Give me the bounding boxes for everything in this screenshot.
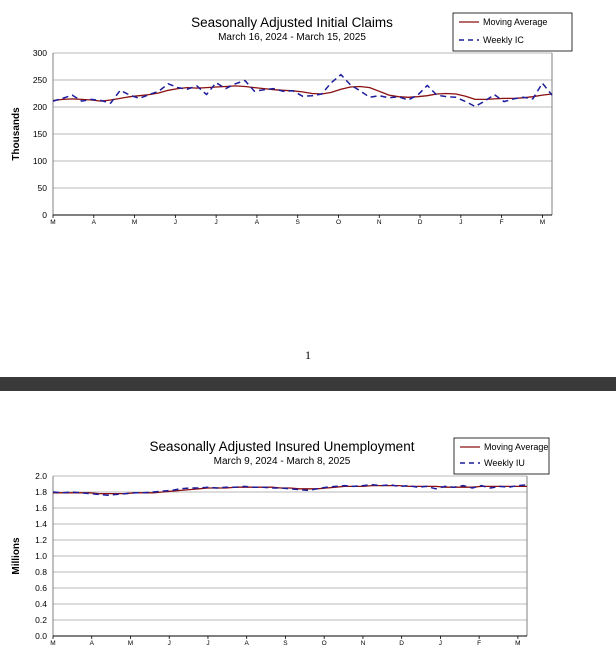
y-tick-label: 0.8 (35, 567, 47, 577)
x-tick-label: A (91, 219, 96, 226)
x-tick-label: D (399, 640, 405, 647)
chart-title: Seasonally Adjusted Initial Claims (191, 15, 393, 30)
x-tick-label: M (539, 219, 546, 226)
x-tick-label: M (50, 219, 56, 226)
x-tick-label: J (206, 640, 210, 647)
x-tick-label: A (254, 219, 260, 226)
y-tick-label: 0 (42, 210, 47, 220)
page-separator (0, 377, 616, 391)
x-tick-label: S (295, 219, 300, 226)
y-tick-label: 1.2 (35, 535, 47, 545)
legend-label-moving-average: Moving Average (483, 17, 548, 27)
legend-label-weekly: Weekly IU (484, 458, 525, 468)
y-tick-label: 300 (32, 48, 47, 58)
insured-unemployment-chart (0, 391, 616, 666)
chart-subtitle: March 16, 2024 - March 15, 2025 (218, 32, 366, 43)
y-tick-label: 0.0 (35, 631, 47, 641)
x-tick-label: O (335, 219, 342, 226)
y-tick-label: 250 (32, 75, 47, 85)
x-tick-label: N (360, 640, 366, 647)
y-axis-label: Thousands (11, 107, 22, 161)
legend-label-weekly: Weekly IC (483, 35, 524, 45)
x-tick-label: A (89, 640, 94, 647)
y-tick-label: 200 (32, 102, 47, 112)
x-tick-label: O (321, 640, 327, 647)
x-tick-label: M (131, 219, 138, 226)
initial-claims-chart (0, 0, 616, 240)
x-tick-label: M (127, 640, 134, 647)
weekly-line (53, 485, 527, 495)
weekly-line (53, 75, 552, 107)
y-tick-label: 1.0 (35, 551, 47, 561)
chart-subtitle: March 9, 2024 - March 8, 2025 (213, 456, 351, 467)
x-tick-label: M (50, 640, 56, 647)
y-tick-label: 0.6 (35, 583, 47, 593)
y-tick-label: 0.2 (35, 615, 47, 625)
x-tick-label: N (376, 219, 382, 226)
chart-title: Seasonally Adjusted Insured Unemployment (149, 439, 415, 454)
y-tick-label: 150 (32, 129, 47, 139)
x-tick-label: M (515, 640, 521, 647)
y-tick-label: 50 (37, 183, 47, 193)
x-tick-label: J (167, 640, 171, 647)
y-tick-label: 2.0 (35, 471, 47, 481)
y-tick-label: 1.6 (35, 503, 47, 513)
x-tick-label: D (417, 219, 423, 226)
y-tick-label: 1.8 (35, 487, 47, 497)
y-tick-label: 0.4 (35, 599, 47, 609)
report-page-bottom (0, 391, 616, 666)
x-tick-label: J (438, 640, 443, 647)
x-tick-label: F (477, 640, 482, 647)
x-tick-label: S (283, 640, 288, 647)
x-tick-label: J (214, 219, 218, 226)
legend-label-moving-average: Moving Average (484, 442, 549, 452)
x-tick-label: J (459, 219, 463, 226)
y-tick-label: 1.4 (35, 519, 47, 529)
x-tick-label: A (244, 640, 249, 647)
x-tick-label: F (499, 219, 504, 226)
x-tick-label: J (173, 219, 177, 226)
page-number: 1 (305, 348, 311, 362)
y-tick-label: 100 (32, 156, 47, 166)
y-axis-label: Millions (11, 537, 22, 575)
